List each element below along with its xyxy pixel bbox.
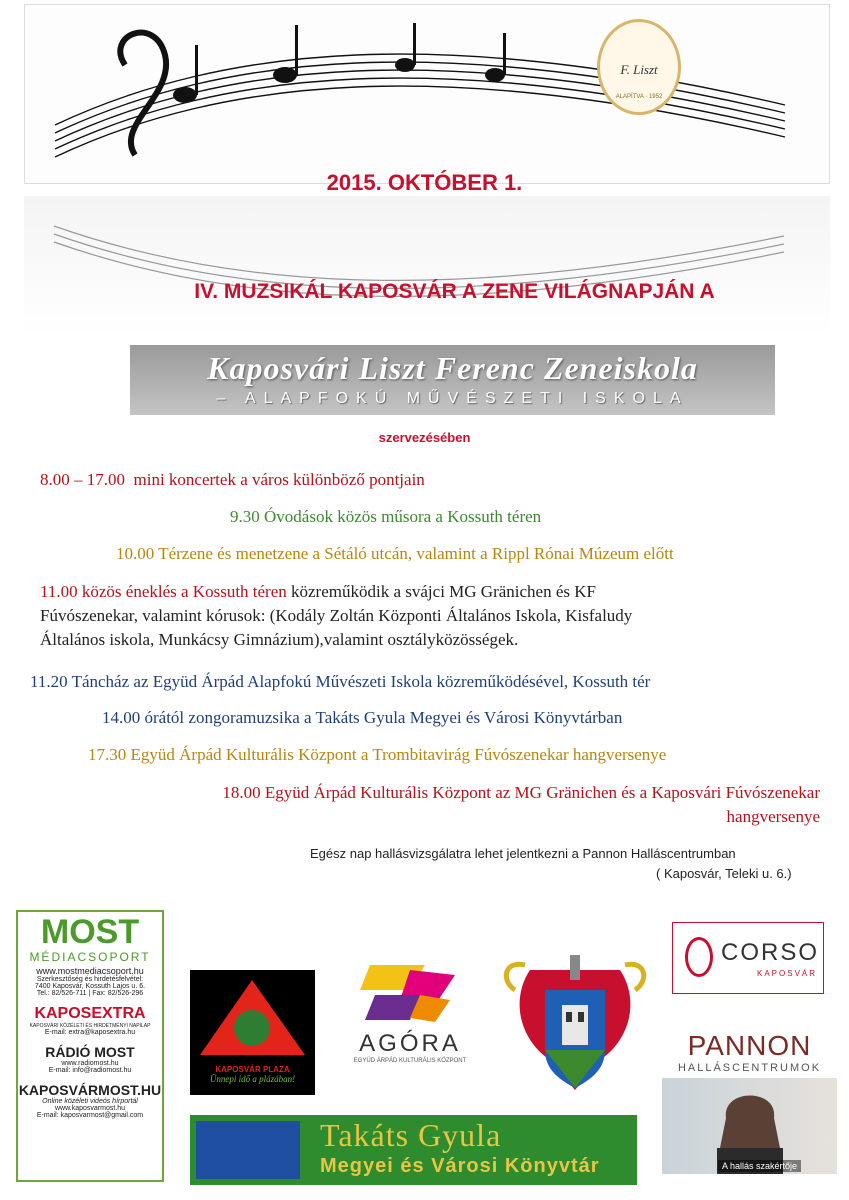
music-staff-graphic (25, 5, 831, 185)
school-name: Kaposvári Liszt Ferenc Zeneiskola (207, 350, 698, 386)
program-text: órától zongoramuzsika a Takáts Gyula Megyei és Városi Könyvtárban (144, 708, 623, 727)
liszt-logo-signature: F. Liszt (620, 62, 658, 77)
program-item-5 (30, 670, 650, 694)
program-text-d: Általános iskola, Munkácsy Gimnázium),valamint osztályközösségek. (40, 630, 519, 649)
kaposvar-plaza-logo (190, 970, 315, 1095)
radio-most-url: www.radiomost.hu (61, 1060, 119, 1067)
coat-of-arms-icon (500, 950, 650, 1100)
program-time: 11.20 (30, 672, 68, 691)
program-text: Óvodások közös műsora a Kossuth téren (264, 507, 542, 526)
pannon-name: PANNON (687, 1030, 812, 1061)
plaza-slogan: Ünnepi idő a plázában! (209, 1074, 296, 1084)
program-time: 9.30 (230, 507, 260, 526)
most-mediacsoport-logo (16, 910, 164, 1182)
corso-kaposvar-logo (672, 922, 824, 994)
agora-emblem-icon (340, 960, 480, 1025)
program-text-b: közreműködik a svájci MG Gränichen és KF (291, 582, 596, 601)
kaposvarmost-title: KAPOSVÁRMOST.HU (18, 1082, 162, 1098)
program-item-4 (40, 580, 820, 652)
event-date: 2015. OKTÓBER 1. (326, 170, 523, 195)
corso-name: CORSO (721, 939, 820, 966)
agora-logo (340, 960, 480, 1070)
kaposextra-mail: E-mail: extra@kaposextra.hu (44, 1029, 136, 1036)
hearing-test-note: Egész nap hallásvizsgálatra lehet jelentkezni a Pannon Halláscentrumban (310, 846, 736, 861)
pannon-photo (662, 1078, 837, 1174)
organizer-text: szervezésében (378, 430, 471, 445)
program-item-8 (70, 781, 820, 829)
most-sub: MÉDIACSOPORT (29, 950, 151, 964)
pannon-caption: A hallás szakértője (718, 1160, 801, 1172)
kaposvar-coat-of-arms (500, 950, 650, 1100)
program-text: Együd Árpád Kulturális Központ a Trombitavirág Fúvószenekar hangversenye (130, 745, 667, 764)
program-time: 18.00 (222, 783, 261, 802)
radio-most-title: RÁDIÓ MOST (45, 1044, 135, 1060)
liszt-logo-caption: ALAPÍTVA · 1952 (615, 94, 663, 100)
program-time: 14.00 (102, 708, 141, 727)
kaposvarmost-tagline: Online közéleti videós hírportál (42, 1098, 138, 1105)
agora-name: AGÓRA (359, 1030, 461, 1057)
pannon-hallascentrumok-logo (662, 1030, 837, 1190)
corso-emblem-icon (685, 937, 713, 977)
program-text: Táncház az Együd Árpád Alapfokú Művészeti Iskola közreműködésével, Kossuth tér (71, 672, 651, 691)
program-time: 10.00 (116, 544, 155, 563)
program-text-a: Együd Árpád Kulturális Központ az MG Gränichen és a Kaposvári Fúvószenekar (264, 783, 820, 802)
program-item-3 (116, 542, 674, 566)
kaposextra-tagline: KAPOSVÁRI KÖZÉLETI ÉS HIRDETMÉNYI NAPILAP (29, 1023, 151, 1029)
liszt-logo (597, 19, 681, 115)
most-phone: Tel.: 82/526-711 | Fax: 82/526-296 (36, 990, 144, 997)
hearing-test-address: ( Kaposvár, Teleki u. 6.) (656, 866, 792, 881)
pannon-sub: HALLÁSCENTRUMOK (677, 1062, 822, 1074)
program-time: 17.30 (88, 745, 127, 764)
music-banner (24, 4, 830, 184)
program-text-a: közös éneklés a Kossuth téren (81, 582, 287, 601)
event-headline: IV. MUZSIKÁL KAPOSVÁR A ZENE VILÁGNAPJÁN A (194, 280, 715, 303)
most-addr2: 7400 Kaposvár, Kossuth Lajos u. 6. (34, 983, 146, 990)
takats-gyula-library-logo (190, 1115, 637, 1185)
library-sub: Megyei és Városi Könyvtár (320, 1155, 600, 1177)
program-item-6 (102, 706, 622, 730)
music-staff-reflection (24, 196, 830, 336)
plaza-triangle-icon (190, 970, 315, 1060)
plaza-name: KAPOSVÁR PLAZA (215, 1065, 290, 1074)
program-time: 8.00 – 17.00 (40, 470, 125, 489)
most-addr1: Szerkesztőség és hirdetésfelvétel: (36, 976, 144, 983)
radio-most-mail: E-mail: info@radiomost.hu (48, 1067, 132, 1074)
program-time: 11.00 (40, 582, 78, 601)
library-emblem-icon (196, 1121, 300, 1179)
music-banner-reflection (24, 196, 830, 336)
kaposextra-title: KAPOSEXTRA (34, 1005, 146, 1022)
kaposvarmost-mail: E-mail: kaposvarmost@gmail.com (36, 1112, 144, 1119)
program-text-b: hangversenye (726, 807, 820, 826)
program-text-c: Fúvószenekar, valamint kórusok: (Kodály Zoltán Központi Általános Iskola, Kisfaludy (40, 606, 633, 625)
program-item-7 (88, 743, 666, 767)
corso-sub: KAPOSVÁR (757, 969, 818, 978)
school-subtitle: – ALAPFOKÚ MŰVÉSZETI ISKOLA (216, 390, 689, 407)
program-text: Térzene és menetzene a Sétáló utcán, valamint a Rippl Rónai Múzeum előtt (158, 544, 674, 563)
program-item-1 (40, 468, 425, 492)
agora-sub: EGYÜD ÁRPÁD KULTURÁLIS KÖZPONT (353, 1058, 467, 1064)
program-text: mini koncertek a város különböző pontjain (133, 470, 425, 489)
kaposvarmost-url: www.kaposvarmost.hu (54, 1105, 126, 1112)
program-item-2 (230, 505, 541, 529)
library-name: Takáts Gyula (320, 1117, 502, 1153)
most-url: www.mostmediacsoport.hu (36, 966, 144, 976)
most-title: MOST (40, 913, 140, 951)
